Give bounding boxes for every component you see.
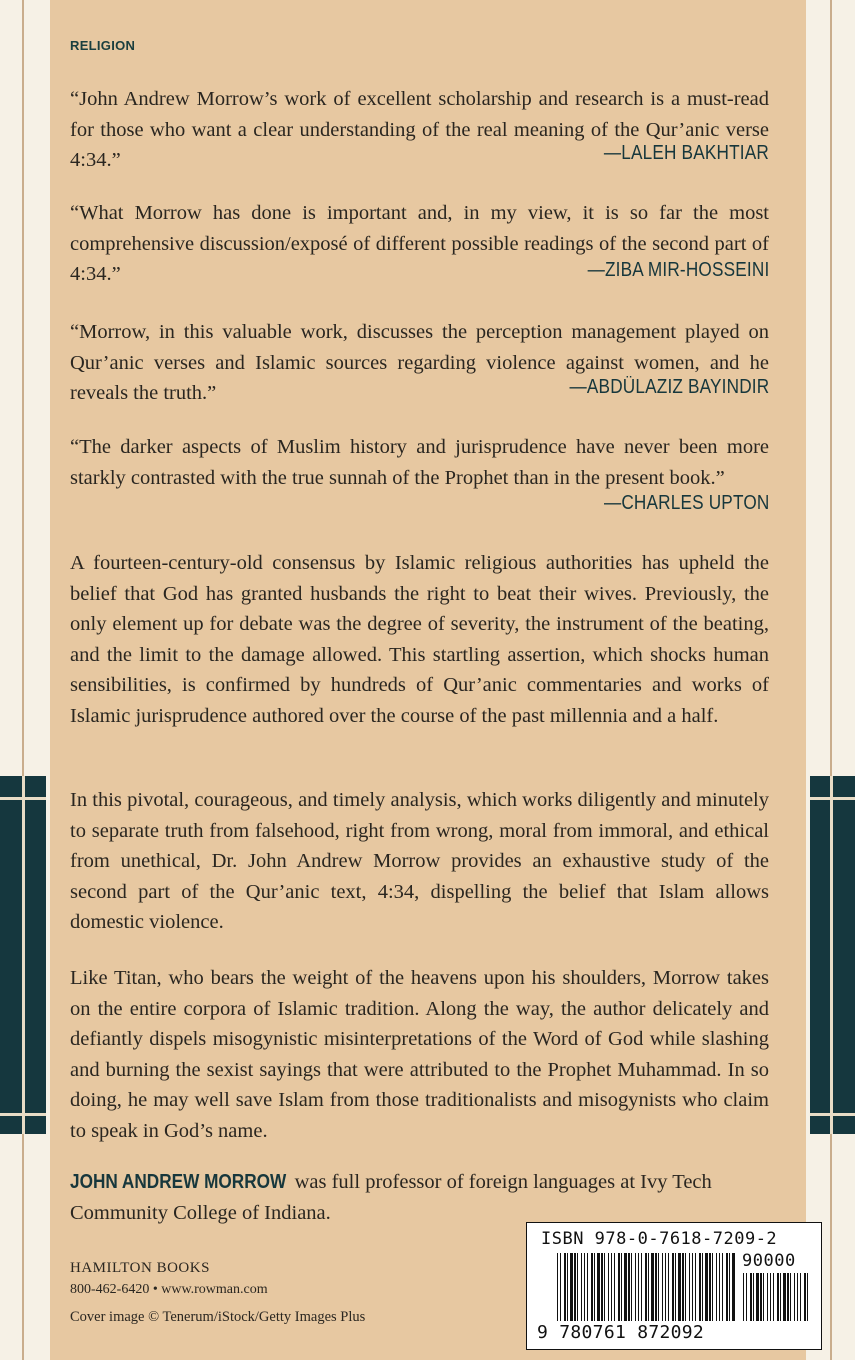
barcode-bar xyxy=(645,1253,647,1321)
barcode-bar xyxy=(800,1273,801,1321)
endorsement-quote: “Morrow, in this valuable work, discusses the perception management played on Qur’anic verses and Islamic sources regarding violence against women, and he reveals the truth.” xyxy=(70,321,769,404)
endorsement-attribution: —ZIBA MIR-HOSSEINI xyxy=(587,259,769,281)
barcode-bar xyxy=(787,1273,789,1321)
barcode-bar xyxy=(564,1253,566,1321)
barcode-bar xyxy=(567,1253,568,1321)
barcode-bar xyxy=(722,1253,723,1321)
barcode-bar xyxy=(641,1253,642,1321)
barcode-bars xyxy=(557,1253,737,1321)
left-border-line xyxy=(22,0,24,1360)
barcode-bar xyxy=(648,1253,649,1321)
barcode-bar xyxy=(804,1273,806,1321)
barcode-bar xyxy=(601,1253,603,1321)
barcode-bar xyxy=(594,1253,595,1321)
barcode-bar xyxy=(743,1273,744,1321)
barcode-bar xyxy=(729,1253,730,1321)
barcode-bar xyxy=(631,1253,632,1321)
barcode-bar xyxy=(618,1253,620,1321)
barcode-bar xyxy=(655,1253,657,1321)
left-border xyxy=(0,0,50,1360)
barcode-bar xyxy=(591,1253,593,1321)
endorsement-attribution: —ABDÜLAZIZ BAYINDIR xyxy=(569,376,769,398)
barcode-bar xyxy=(624,1253,627,1321)
barcode-bar xyxy=(638,1253,639,1321)
barcode-bar xyxy=(756,1273,759,1321)
publisher-contact: 800-462-6420 • www.rowman.com xyxy=(70,1282,268,1297)
barcode-bar xyxy=(692,1253,693,1321)
barcode-bar xyxy=(746,1273,747,1321)
barcode-bar xyxy=(611,1253,612,1321)
barcode-bar xyxy=(699,1253,701,1321)
barcode-bar xyxy=(760,1273,762,1321)
barcode-bar xyxy=(807,1273,808,1321)
left-band-vstripe xyxy=(22,776,25,1134)
barcode-bar xyxy=(560,1253,561,1321)
barcode-bar xyxy=(678,1253,681,1321)
barcode-bar xyxy=(770,1273,771,1321)
barcode-bar xyxy=(682,1253,684,1321)
isbn-label: ISBN 978-0-7618-7209-2 xyxy=(541,1229,778,1249)
barcode-bar xyxy=(581,1253,582,1321)
barcode-bar xyxy=(672,1253,674,1321)
endorsement-quote: “John Andrew Morrow’s work of excellent scholarship and research is a must-read for those who want a clear understanding of the real meaning of the Qur’anic verse 4:34.” xyxy=(70,88,769,171)
barcode-bar xyxy=(662,1253,663,1321)
back-cover-panel xyxy=(50,0,806,1360)
barcode-bar xyxy=(621,1253,622,1321)
barcode-bar xyxy=(608,1253,609,1321)
barcode-bar xyxy=(719,1253,720,1321)
right-band-vstripe xyxy=(830,776,833,1134)
barcode-bar xyxy=(702,1253,703,1321)
barcode-bar xyxy=(695,1253,696,1321)
barcode-bar xyxy=(557,1253,558,1321)
endorsement-attribution: —CHARLES UPTON xyxy=(603,492,769,514)
barcode-bar xyxy=(685,1253,686,1321)
endorsement-quote: “The darker aspects of Muslim history and jurisprudence have never been more starkly contrasted with the true sunnah of the Prophet than in the present book.” xyxy=(70,436,769,489)
barcode-bar xyxy=(570,1253,573,1321)
category-label: RELIGION xyxy=(70,38,136,53)
barcode-bar xyxy=(773,1273,774,1321)
barcode-bar xyxy=(604,1253,605,1321)
barcode-bar xyxy=(628,1253,630,1321)
barcode-bar xyxy=(716,1253,717,1321)
barcode-bar xyxy=(689,1253,690,1321)
barcode-bar xyxy=(780,1273,781,1321)
barcode-bar xyxy=(574,1253,576,1321)
barcode-bar xyxy=(712,1253,713,1321)
description-paragraph: In this pivotal, courageous, and timely analysis, which works diligently and minutely to separate truth from falsehood, right from wrong, moral from immoral, and ethical from unethical, Dr. John Andrew Morrow provides an exhaustive study of the second part of the Qur’anic text, 4:34, dispelling the belief that Islam allows domestic violence. xyxy=(70,789,769,933)
barcode-bar xyxy=(767,1273,768,1321)
barcode-bar xyxy=(763,1273,764,1321)
cover-credit: Cover image © Tenerum/iStock/Getty Images Plus xyxy=(70,1309,366,1325)
barcode-bar xyxy=(777,1273,779,1321)
barcode-bar xyxy=(587,1253,588,1321)
isbn-barcode xyxy=(526,1222,822,1350)
barcode-bar xyxy=(665,1253,666,1321)
barcode-bar xyxy=(658,1253,659,1321)
barcode-bar xyxy=(783,1273,786,1321)
author-name: JOHN ANDREW MORROW xyxy=(70,1171,287,1193)
barcode-bar xyxy=(668,1253,669,1321)
endorsement-attribution: —LALEH BAKHTIAR xyxy=(603,142,769,164)
barcode-bar xyxy=(753,1273,754,1321)
barcode-bar xyxy=(577,1253,578,1321)
author-bio-text: was full professor of foreign languages at Ivy Tech Community College of Indiana. xyxy=(70,1171,712,1224)
barcode-bar xyxy=(651,1253,654,1321)
barcode-addon-bars xyxy=(743,1273,813,1321)
barcode-price-code: 90000 xyxy=(742,1251,796,1271)
description-paragraph: A fourteen-century-old consensus by Islamic religious authorities has upheld the belief that God has granted husbands the right to beat their wives. Previously, the only element up for debate was the degree of severity, the instrument of the beating, and the limit to the damage allowed. This startling assertion, which shocks human sensibilities, is confirmed by hundreds of Qur’anic commentaries and works of Islamic jurisprudence authored over the course of the past millennia and a half. xyxy=(70,552,769,727)
barcode-bar xyxy=(750,1273,752,1321)
barcode-bar xyxy=(726,1253,728,1321)
description-paragraph: Like Titan, who bears the weight of the heavens upon his shoulders, Morrow takes on the entire corpora of Islamic tradition. Along the way, the author delicately and defiantly dispels misogynistic misinterpretations of the Word of God while slashing and burning the sexist sayings that were attributed to the Prophet Muhammad. In so doing, he may well save Islam from those traditionalists and misogynists who claim to speak in God’s name. xyxy=(70,967,769,1142)
barcode-bar xyxy=(797,1273,798,1321)
barcode-bar xyxy=(790,1273,791,1321)
barcode-bar xyxy=(794,1273,795,1321)
endorsement-quote: “What Morrow has done is important and, in my view, it is so far the most comprehensive discussion/exposé of different possible readings of the second part of 4:34.” xyxy=(70,202,769,285)
publisher-name: HAMILTON BOOKS xyxy=(70,1260,210,1276)
barcode-bar xyxy=(584,1253,585,1321)
barcode-bar xyxy=(675,1253,676,1321)
barcode-bar xyxy=(709,1253,711,1321)
barcode-bar xyxy=(614,1253,615,1321)
barcode-bar xyxy=(732,1253,735,1321)
barcode-digits: 9 780761 872092 xyxy=(537,1322,705,1343)
author-bio xyxy=(70,1167,769,1228)
right-border-line xyxy=(830,0,832,1360)
barcode-bar xyxy=(705,1253,708,1321)
barcode-bar xyxy=(635,1253,636,1321)
barcode-bar xyxy=(597,1253,600,1321)
